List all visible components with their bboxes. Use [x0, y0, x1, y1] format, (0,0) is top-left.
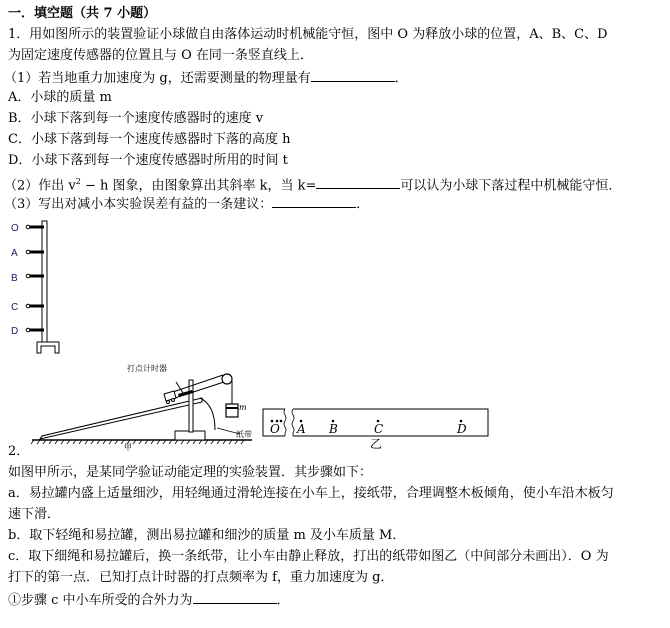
- q2-step-a-line1: a．易拉罐内盛上适量细沙，用轻绳通过滑轮连接在小车上，接纸带，合理调整木板倾角，使小车沿木板匀: [8, 486, 614, 501]
- q2-step-b: b．取下轻绳和易拉罐，测出易拉罐和细沙的质量 m 及小车质量 M．: [8, 528, 406, 543]
- q2-figure-jia-incline: [30, 360, 255, 450]
- q1-stem-line1: 1．用如图所示的装置验证小球做自由落体运动时机械能守恒，图中 O 为释放小球的位置，A、B、C、D: [8, 27, 608, 42]
- q2-intro: 如图甲所示，是某同学验证动能定理的实验装置．其步骤如下：: [8, 465, 373, 480]
- q1-option-d: D．小球下落到每一个速度传感器时所用的时间 t: [8, 153, 288, 168]
- figure-yi-caption: 乙: [370, 437, 383, 451]
- q1-part2: （2）作出 $v^2 - h$ 图象，由图象算出其斜率 k，当 k= 可以认为小球下落过程中机械能守恒．: [4, 172, 621, 192]
- sensor-stand-diagram: [8, 218, 78, 358]
- q2-step-a-line2: 速下滑．: [8, 507, 61, 522]
- tape-point-o: O: [270, 422, 280, 436]
- figure-jia-caption: 甲: [124, 443, 132, 452]
- timer-label: 打点计时器: [127, 364, 167, 373]
- q1-stem-line2: 为固定速度传感器的位置且与 O 在同一条竖直线上．: [8, 48, 313, 63]
- q2-step-c-line1: c．取下细绳和易拉罐后，换一条纸带，让小车由静止释放，打出的纸带如图乙（中间部分未画出）．O 为: [8, 549, 609, 564]
- q1-figure-sensor-stand: [8, 218, 78, 358]
- q1-number: 1．: [8, 27, 30, 42]
- q1-option-b: B．小球下落到每一个速度传感器时的速度 v: [8, 111, 264, 126]
- tape-point-d: D: [457, 422, 467, 436]
- q1-part1-answer-blank[interactable]: [311, 67, 395, 82]
- tape-point-a: A: [297, 422, 306, 436]
- sensor-label-a: A: [11, 248, 18, 259]
- sensor-label-d: D: [11, 326, 19, 337]
- q2-figure-yi-tape: [258, 405, 493, 450]
- tape-label: 纸带: [236, 430, 252, 439]
- section-title: 一．填空题（共 7 小题）: [8, 6, 157, 21]
- q2-sub1: ①步骤 c 中小车所受的合外力为 ．: [8, 589, 290, 609]
- q1-part3-answer-blank[interactable]: [272, 193, 356, 208]
- q1-part1: （1）若当地重力加速度为 g，还需要测量的物理量有 ．: [4, 67, 408, 87]
- q2-sub1-answer-blank[interactable]: [193, 589, 277, 604]
- q2-number: 2．: [8, 444, 30, 459]
- q2-step-c-line2: 打下的第一点．已知打点计时器的打点频率为 f，重力加速度为 g．: [8, 570, 394, 585]
- q1-option-c: C．小球下落到每一个速度传感器时下落的高度 h: [8, 132, 291, 147]
- q1-part3: （3）写出对减小本实验误差有益的一条建议： ．: [4, 193, 369, 213]
- q1-part2-answer-blank[interactable]: [316, 174, 400, 189]
- q1-option-a: A．小球的质量 m: [8, 90, 112, 105]
- sensor-label-o: O: [11, 223, 19, 234]
- sensor-label-c: C: [11, 302, 19, 313]
- sensor-label-b: B: [11, 273, 18, 284]
- tape-point-c: C: [374, 422, 384, 436]
- mass-label: m: [239, 403, 247, 412]
- tape-point-b: B: [329, 422, 338, 436]
